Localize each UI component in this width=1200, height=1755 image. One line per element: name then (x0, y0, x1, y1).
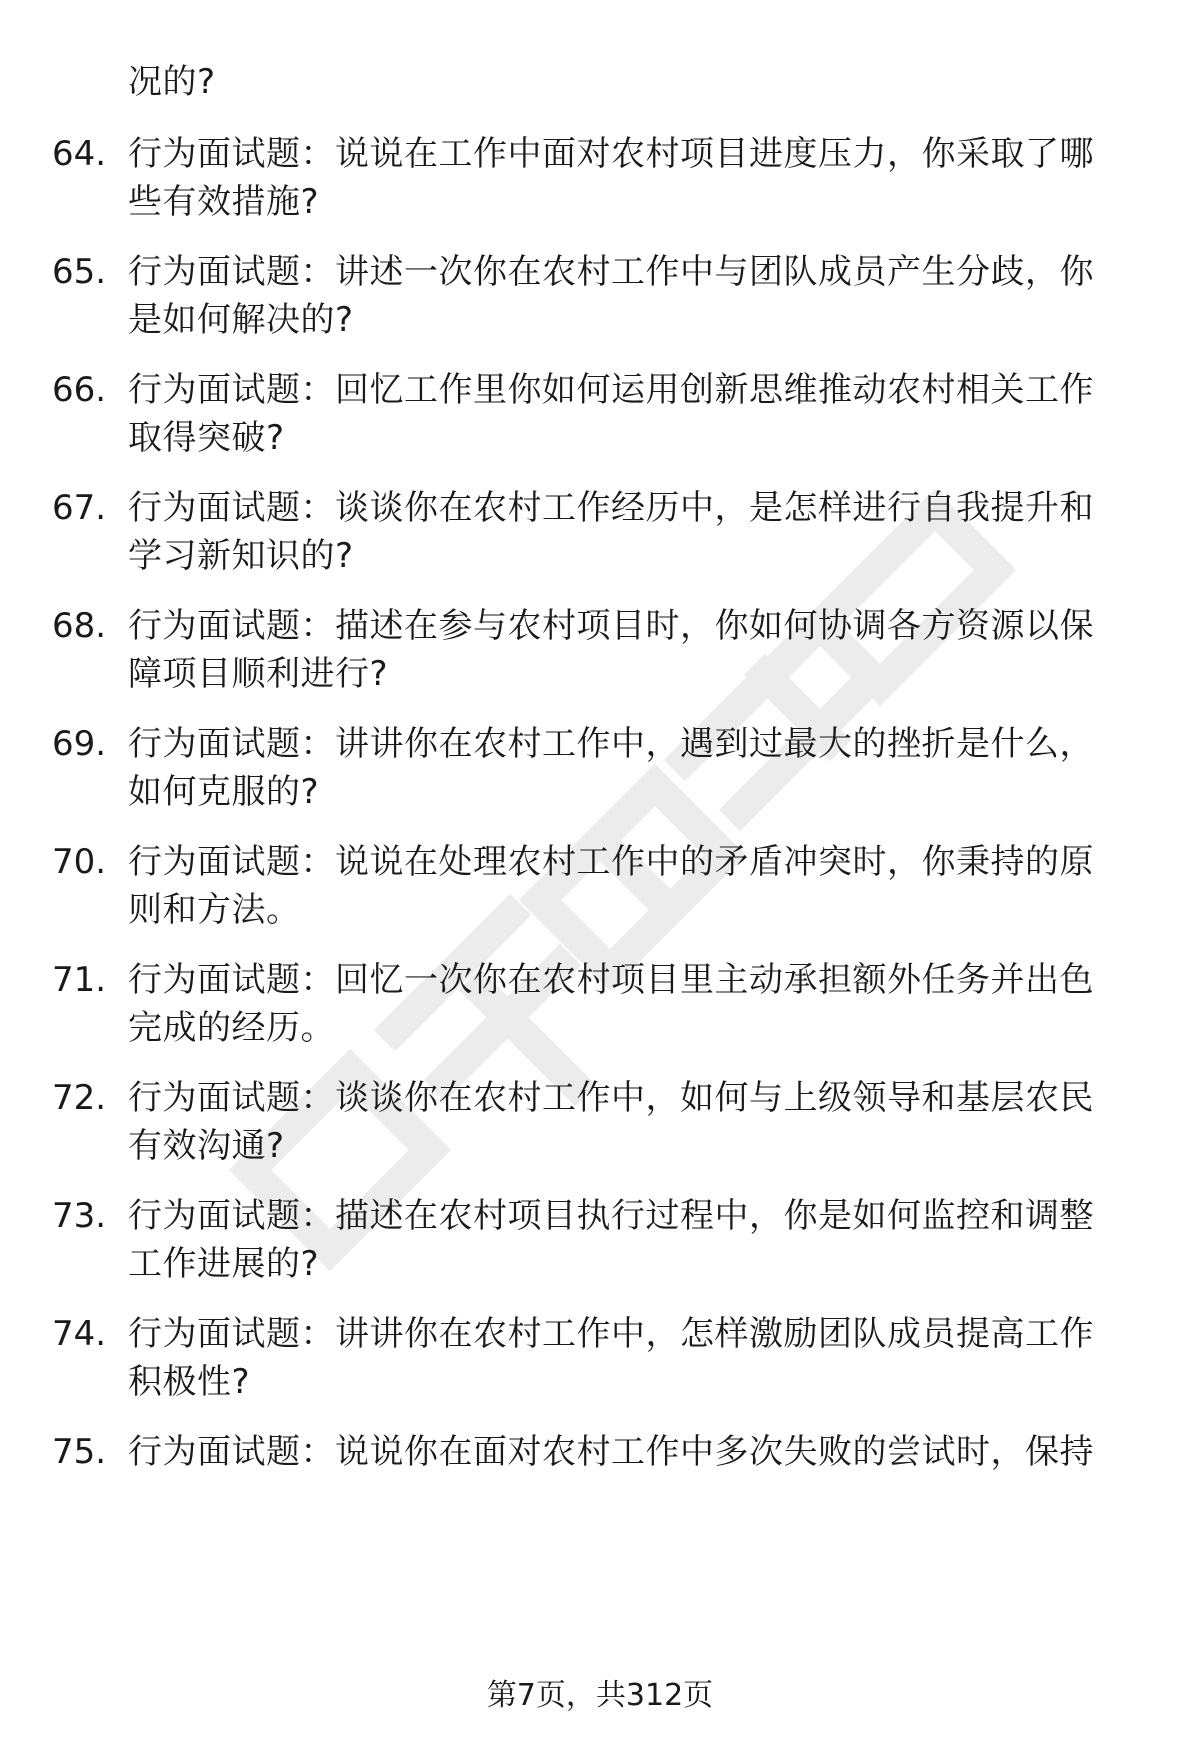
list-item (0, 1310, 1200, 1410)
item-number: 73. (52, 1196, 107, 1236)
list-item (0, 720, 1200, 820)
item-text-line: 些有效措施? (128, 182, 320, 222)
item-text-line: 则和方法。 (128, 890, 301, 930)
list-item (0, 130, 1200, 230)
item-text-line: 行为面试题：谈谈你在农村工作经历中，是怎样进行自我提升和 (128, 488, 1094, 528)
item-number: 67. (52, 488, 107, 528)
item-number: 75. (52, 1432, 107, 1472)
item-number: 71. (52, 960, 107, 1000)
item-text-line: 有效沟通? (128, 1126, 285, 1166)
continuation-text: 况的? (128, 62, 216, 102)
page-number-footer: 第7页，共312页 (486, 1678, 714, 1713)
item-text-line: 行为面试题：谈谈你在农村工作中，如何与上级领导和基层农民 (128, 1078, 1094, 1118)
item-number: 68. (52, 606, 107, 646)
list-item (0, 956, 1200, 1056)
item-text-line: 行为面试题：讲讲你在农村工作中，遇到过最大的挫折是什么， (128, 724, 1094, 764)
item-text-line: 行为面试题：说说你在面对农村工作中多次失败的尝试时，保持 (128, 1432, 1094, 1472)
item-text-line: 积极性? (128, 1362, 251, 1402)
list-item (0, 1192, 1200, 1292)
item-text-line: 障项目顺利进行? (128, 654, 389, 694)
list-item (0, 602, 1200, 702)
list-item (0, 248, 1200, 348)
item-text-line: 行为面试题：回忆工作里你如何运用创新思维推动农村相关工作 (128, 370, 1094, 410)
list-item (0, 366, 1200, 466)
item-text-line: 如何克服的? (128, 772, 320, 812)
item-text-line: 行为面试题：讲述一次你在农村工作中与团队成员产生分歧，你 (128, 252, 1094, 292)
item-text-line: 取得突破? (128, 418, 285, 458)
item-number: 70. (52, 842, 107, 882)
list-item (0, 484, 1200, 584)
item-text-line: 是如何解决的? (128, 300, 354, 340)
item-number: 74. (52, 1314, 107, 1354)
item-number: 66. (52, 370, 107, 410)
item-text-line: 学习新知识的? (128, 536, 354, 576)
item-text-line: 行为面试题：讲讲你在农村工作中，怎样激励团队成员提高工作 (128, 1314, 1094, 1354)
item-text-line: 行为面试题：描述在参与农村项目时，你如何协调各方资源以保 (128, 606, 1094, 646)
item-number: 64. (52, 134, 107, 174)
item-number: 69. (52, 724, 107, 764)
item-text-line: 工作进展的? (128, 1244, 320, 1284)
list-item (0, 1074, 1200, 1174)
list-item (0, 1428, 1200, 1528)
item-text-line: 行为面试题：回忆一次你在农村项目里主动承担额外任务并出色 (128, 960, 1094, 1000)
item-text-line: 完成的经历。 (128, 1008, 335, 1048)
item-number: 72. (52, 1078, 107, 1118)
item-text-line: 行为面试题：描述在农村项目执行过程中，你是如何监控和调整 (128, 1196, 1094, 1236)
item-number: 65. (52, 252, 107, 292)
item-text-line: 行为面试题：说说在处理农村工作中的矛盾冲突时，你秉持的原 (128, 842, 1094, 882)
item-text-line: 行为面试题：说说在工作中面对农村项目进度压力，你采取了哪 (128, 134, 1094, 174)
list-item (0, 838, 1200, 938)
